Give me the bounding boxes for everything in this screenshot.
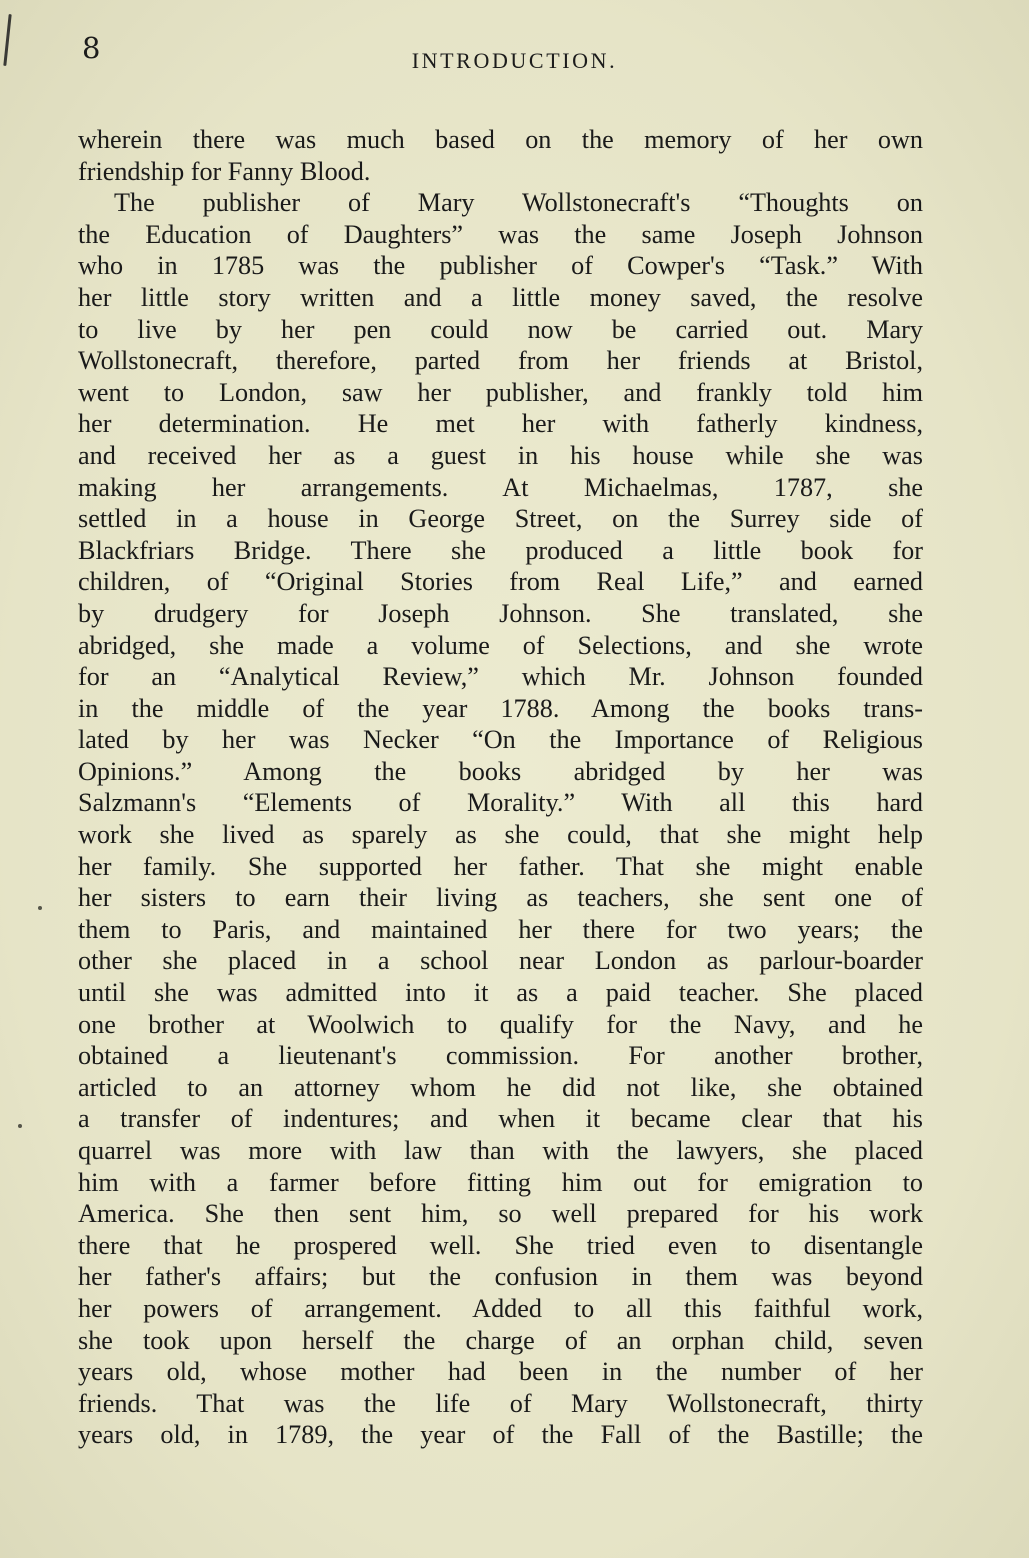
text-line: him with a farmer before fitting him out for emigration to xyxy=(78,1167,923,1197)
text-line: to live by her pen could now be carried out. Mary xyxy=(78,314,923,344)
text-line: in the middle of the year 1788. Among the books trans- xyxy=(78,693,923,723)
text-line: Opinions.” Among the books abridged by her was xyxy=(78,756,923,786)
text-line: articled to an attorney whom he did not like, she obtained xyxy=(78,1072,923,1102)
page-number: 8 xyxy=(82,31,101,65)
text-line: her sisters to earn their living as teachers, she sent one of xyxy=(78,883,923,913)
text-line: Wollstonecraft, therefore, parted from her friends at Bristol, xyxy=(78,346,923,376)
text-line: other she placed in a school near London as parlour-boarder xyxy=(78,946,923,976)
text-line: Blackfriars Bridge. There she produced a little book for xyxy=(78,535,923,565)
text-line: went to London, saw her publisher, and frankly told him xyxy=(78,377,923,407)
text-line: work she lived as sparely as she could, that she might help xyxy=(78,820,923,850)
body-text xyxy=(78,124,923,1451)
text-line: children, of “Original Stories from Real Life,” and earned xyxy=(78,567,923,597)
running-head: INTRODUCTION. xyxy=(411,48,618,73)
text-line: abridged, she made a volume of Selections, and she wrote xyxy=(78,630,923,660)
text-line: settled in a house in George Street, on the Surrey side of xyxy=(78,504,923,534)
text-line: friendship for Fanny Blood. xyxy=(78,156,371,186)
text-line: the Education of Daughters” was the same Joseph Johnson xyxy=(78,219,923,249)
text-line: lated by her was Necker “On the Importance of Religious xyxy=(78,725,923,755)
paper-speck xyxy=(18,1124,22,1128)
text-line: obtained a lieutenant's commission. For another brother, xyxy=(78,1041,923,1071)
text-line: there that he prospered well. She tried even to disentangle xyxy=(78,1230,923,1260)
text-line: making her arrangements. At Michaelmas, 1787, she xyxy=(78,472,923,502)
text-line: who in 1785 was the publisher of Cowper's “Task.” With xyxy=(78,251,923,281)
text-line: quarrel was more with law than with the lawyers, she placed xyxy=(78,1136,923,1165)
text-line: and received her as a guest in his house while she was xyxy=(78,440,923,470)
text-line: wherein there was much based on the memory of her own xyxy=(78,125,923,154)
text-line: years old, whose mother had been in the number of her xyxy=(78,1357,923,1387)
text-line: her father's affairs; but the confusion in them was beyond xyxy=(78,1262,923,1292)
text-line: a transfer of indentures; and when it became clear that his xyxy=(78,1104,923,1134)
text-line: friends. That was the life of Mary Wollstonecraft, thirty xyxy=(78,1388,923,1418)
text-line: years old, in 1789, the year of the Fall of the Bastille; the xyxy=(78,1420,923,1450)
text-line: her determination. He met her with fatherly kindness, xyxy=(78,409,923,439)
paper-speck xyxy=(38,906,42,910)
text-line: her powers of arrangement. Added to all this faithful work, xyxy=(78,1293,923,1323)
text-line: for an “Analytical Review,” which Mr. Johnson founded xyxy=(78,662,923,692)
text-line: them to Paris, and maintained her there for two years; the xyxy=(78,914,923,944)
text-line: America. She then sent him, so well prepared for his work xyxy=(78,1199,923,1229)
text-line: The publisher of Mary Wollstonecraft's “Thoughts on xyxy=(114,188,923,218)
text-line: Salzmann's “Elements of Morality.” With all this hard xyxy=(78,788,923,818)
text-line: until she was admitted into it as a paid teacher. She placed xyxy=(78,978,923,1008)
text-line: she took upon herself the charge of an orphan child, seven xyxy=(78,1325,923,1355)
text-line: her little story written and a little money saved, the resolve xyxy=(78,282,923,312)
text-line: by drudgery for Joseph Johnson. She translated, she xyxy=(78,598,923,628)
text-line: one brother at Woolwich to qualify for the Navy, and he xyxy=(78,1009,923,1039)
text-line: her family. She supported her father. That she might enable xyxy=(78,851,923,881)
